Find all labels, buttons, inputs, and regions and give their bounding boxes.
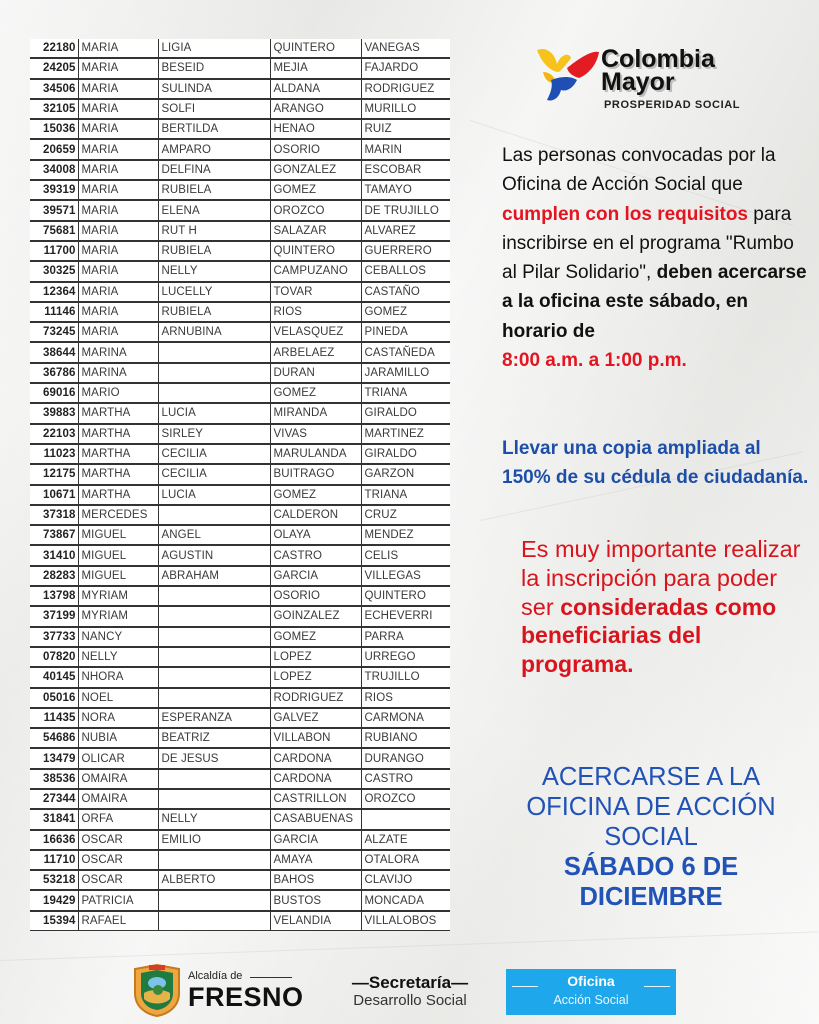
cell-primer-nombre: NORA [78,708,158,728]
callout-date: SÁBADO 6 DE DICIEMBRE [563,853,739,911]
cell-primer-apellido: DURAN [270,363,361,383]
cell-id-suffix: 22103 [30,424,78,444]
cell-primer-apellido: VIVAS [270,424,361,444]
cell-primer-apellido: CARDONA [270,769,361,789]
cell-segundo-apellido: VANEGAS [361,39,450,58]
cell-primer-nombre: ORFA [78,809,158,829]
cell-id-suffix: 12364 [30,282,78,302]
cell-id-suffix: 73867 [30,525,78,545]
cell-primer-nombre: MARIA [78,139,158,159]
table-row [30,160,450,180]
secretaria-title: —Secretaría— [351,973,469,992]
cell-segundo-apellido: FAJARDO [361,58,450,78]
cell-primer-nombre: MARIA [78,221,158,241]
intro-paragraph [502,141,812,375]
cell-id-suffix: 20659 [30,139,78,159]
cell-segundo-apellido: DURANGO [361,748,450,768]
cell-primer-apellido: HENAO [270,119,361,139]
cell-segundo-apellido: GUERRERO [361,241,450,261]
cell-primer-apellido: OROZCO [270,200,361,220]
table-row [30,485,450,505]
cell-id-suffix: 24205 [30,58,78,78]
cell-primer-nombre: OSCAR [78,830,158,850]
fresno-crest-icon [132,963,182,1017]
table-row [30,39,450,58]
cell-segundo-nombre [158,363,270,383]
cell-primer-nombre: OMAIRA [78,769,158,789]
cell-primer-apellido: GALVEZ [270,708,361,728]
cell-segundo-nombre: CECILIA [158,464,270,484]
cell-segundo-nombre [158,850,270,870]
logo-subtitle: PROSPERIDAD SOCIAL [604,99,741,111]
table-row [30,789,450,809]
cell-primer-apellido: ALDANA [270,79,361,99]
table-row [30,850,450,870]
cell-segundo-nombre: ALBERTO [158,870,270,890]
cell-id-suffix: 15394 [30,911,78,931]
cell-primer-nombre: NELLY [78,647,158,667]
table-row [30,667,450,687]
cell-id-suffix: 31841 [30,809,78,829]
table-row [30,870,450,890]
schedule-hours: 8:00 a.m. a 1:00 p.m. [502,350,687,372]
cell-id-suffix: 34008 [30,160,78,180]
table-row [30,58,450,78]
cell-segundo-apellido [361,809,450,829]
cell-segundo-nombre: BERTILDA [158,119,270,139]
cell-segundo-nombre: NELLY [158,261,270,281]
cell-segundo-nombre: RUBIELA [158,180,270,200]
cell-primer-nombre: NOEL [78,688,158,708]
divider-line [250,977,292,978]
cell-primer-nombre: MARIA [78,282,158,302]
cell-segundo-apellido: GARZON [361,464,450,484]
table-row [30,464,450,484]
cell-primer-apellido: VILLABON [270,728,361,748]
oficina-accion-social-badge [506,969,676,1015]
table-row [30,342,450,362]
cell-segundo-apellido: RIOS [361,688,450,708]
cell-primer-apellido: BUITRAGO [270,464,361,484]
table-row [30,200,450,220]
table-row [30,180,450,200]
table-row [30,241,450,261]
intro-highlight-requirements: cumplen con los requisitos [502,203,748,225]
cell-id-suffix: 07820 [30,647,78,667]
cell-segundo-apellido: CELIS [361,545,450,565]
cell-segundo-nombre [158,647,270,667]
cell-segundo-apellido: CASTAÑEDA [361,342,450,362]
cell-id-suffix: 11435 [30,708,78,728]
cell-segundo-apellido: GIRALDO [361,444,450,464]
table-row [30,119,450,139]
cell-segundo-apellido: URREGO [361,647,450,667]
cell-segundo-nombre [158,890,270,910]
cell-primer-apellido: GARCIA [270,830,361,850]
cell-segundo-apellido: MENDEZ [361,525,450,545]
oficina-title: Oficina [567,973,615,989]
cell-segundo-nombre: RUBIELA [158,241,270,261]
cell-segundo-apellido: GIRALDO [361,403,450,423]
cell-primer-nombre: MARIA [78,200,158,220]
cell-id-suffix: 39883 [30,403,78,423]
cell-primer-apellido: GONZALEZ [270,160,361,180]
cell-segundo-apellido: DE TRUJILLO [361,200,450,220]
cell-primer-nombre: OSCAR [78,850,158,870]
cell-primer-nombre: MARIA [78,58,158,78]
table-row [30,79,450,99]
cell-segundo-apellido: VILLALOBOS [361,911,450,931]
cell-id-suffix: 12175 [30,464,78,484]
cell-id-suffix: 31410 [30,545,78,565]
cell-primer-apellido: TOVAR [270,282,361,302]
cell-primer-nombre: MARIA [78,119,158,139]
cell-segundo-apellido: TRUJILLO [361,667,450,687]
cell-segundo-nombre [158,383,270,403]
table-row [30,647,450,667]
cell-primer-nombre: MARTHA [78,464,158,484]
cell-id-suffix: 13798 [30,586,78,606]
cell-segundo-nombre: SULINDA [158,79,270,99]
cell-primer-apellido: GOMEZ [270,627,361,647]
table-row [30,748,450,768]
cell-segundo-nombre [158,911,270,931]
cell-id-suffix: 34506 [30,79,78,99]
cell-segundo-nombre: ANGEL [158,525,270,545]
cell-primer-nombre: MARIA [78,180,158,200]
cell-id-suffix: 16636 [30,830,78,850]
cell-primer-apellido: QUINTERO [270,39,361,58]
callout-location: ACERCARSE A LA OFICINA DE ACCIÓN SOCIAL [526,763,776,851]
table-row [30,302,450,322]
cell-primer-nombre: MARIA [78,261,158,281]
cell-segundo-nombre: DELFINA [158,160,270,180]
table-row [30,911,450,931]
cell-segundo-nombre [158,667,270,687]
cell-segundo-apellido: OTALORA [361,850,450,870]
cell-segundo-nombre: RUBIELA [158,302,270,322]
cell-primer-nombre: MIGUEL [78,545,158,565]
id-copy-note: Llevar una copia ampliada al 150% de su cédula de ciudadanía. [502,438,809,488]
cell-primer-apellido: OSORIO [270,586,361,606]
table-row [30,444,450,464]
table-row [30,545,450,565]
table-row [30,221,450,241]
cell-primer-apellido: CASTRILLON [270,789,361,809]
table-row [30,728,450,748]
cell-segundo-nombre [158,789,270,809]
cell-primer-nombre: MARIA [78,241,158,261]
cell-segundo-nombre: ARNUBINA [158,322,270,342]
cell-segundo-apellido: CRUZ [361,505,450,525]
cell-primer-apellido: GOMEZ [270,485,361,505]
cell-id-suffix: 54686 [30,728,78,748]
table-row [30,627,450,647]
cell-primer-apellido: OLAYA [270,525,361,545]
cell-primer-apellido: LOPEZ [270,667,361,687]
cell-primer-apellido: CARDONA [270,748,361,768]
table-row [30,525,450,545]
cell-primer-nombre: MARINA [78,363,158,383]
footer-logos [0,955,819,1024]
cell-id-suffix: 38644 [30,342,78,362]
cell-primer-apellido: MIRANDA [270,403,361,423]
intro-text-2: para inscribirse en el programa "Rumbo al Pilar Solidario", [502,203,794,284]
cell-id-suffix: 11023 [30,444,78,464]
cell-segundo-nombre [158,505,270,525]
cell-segundo-nombre: CECILIA [158,444,270,464]
cell-segundo-nombre: BEATRIZ [158,728,270,748]
cell-id-suffix: 32105 [30,99,78,119]
cell-segundo-nombre: BESEID [158,58,270,78]
cell-segundo-apellido: TRIANA [361,485,450,505]
cell-id-suffix: 11710 [30,850,78,870]
table-row [30,566,450,586]
cell-primer-nombre: NANCY [78,627,158,647]
cell-segundo-apellido: MONCADA [361,890,450,910]
table-row [30,139,450,159]
table-row [30,383,450,403]
cell-segundo-nombre [158,688,270,708]
cell-segundo-apellido: CASTRO [361,769,450,789]
cell-primer-apellido: CAMPUZANO [270,261,361,281]
cell-segundo-apellido: CARMONA [361,708,450,728]
cell-primer-apellido: CASTRO [270,545,361,565]
cell-primer-apellido: GOMEZ [270,383,361,403]
cell-primer-nombre: MARIO [78,383,158,403]
cell-segundo-nombre: SIRLEY [158,424,270,444]
cell-primer-nombre: MARIA [78,39,158,58]
cell-segundo-nombre: LUCIA [158,403,270,423]
table-row [30,99,450,119]
cell-segundo-nombre: RUT H [158,221,270,241]
cell-primer-apellido: ARANGO [270,99,361,119]
cell-segundo-apellido: MARIN [361,139,450,159]
cell-id-suffix: 10671 [30,485,78,505]
cell-segundo-apellido: RUIZ [361,119,450,139]
cell-segundo-nombre [158,342,270,362]
cell-segundo-apellido: RUBIANO [361,728,450,748]
cell-segundo-nombre [158,769,270,789]
cell-segundo-apellido: CLAVIJO [361,870,450,890]
cell-segundo-nombre: ESPERANZA [158,708,270,728]
cell-segundo-nombre: LUCELLY [158,282,270,302]
cell-id-suffix: 39571 [30,200,78,220]
cell-primer-apellido: RODRIGUEZ [270,688,361,708]
cell-id-suffix: 37733 [30,627,78,647]
cell-primer-nombre: MARIA [78,322,158,342]
cell-primer-nombre: PATRICIA [78,890,158,910]
cell-id-suffix: 36786 [30,363,78,383]
table-row [30,505,450,525]
cell-id-suffix: 37199 [30,606,78,626]
table-row [30,424,450,444]
cell-primer-nombre: MARIA [78,302,158,322]
cell-primer-apellido: MARULANDA [270,444,361,464]
cell-segundo-apellido: GOMEZ [361,302,450,322]
cell-primer-apellido: QUINTERO [270,241,361,261]
table-row [30,322,450,342]
cell-primer-nombre: MARTHA [78,424,158,444]
cell-primer-apellido: SALAZAR [270,221,361,241]
cell-id-suffix: 28283 [30,566,78,586]
cell-segundo-nombre: DE JESUS [158,748,270,768]
cell-id-suffix: 37318 [30,505,78,525]
cell-primer-nombre: NHORA [78,667,158,687]
cell-primer-nombre: MARINA [78,342,158,362]
cell-id-suffix: 39319 [30,180,78,200]
table-row [30,809,450,829]
cell-primer-apellido: LOPEZ [270,647,361,667]
cell-primer-apellido: AMAYA [270,850,361,870]
cell-primer-nombre: MARTHA [78,403,158,423]
cell-primer-apellido: GOMEZ [270,180,361,200]
cell-segundo-apellido: ALZATE [361,830,450,850]
cell-segundo-nombre: NELLY [158,809,270,829]
colombia-mayor-logo [533,44,763,116]
cell-id-suffix: 05016 [30,688,78,708]
cell-segundo-nombre: EMILIO [158,830,270,850]
cell-primer-apellido: RIOS [270,302,361,322]
cell-primer-apellido: VELASQUEZ [270,322,361,342]
cell-id-suffix: 75681 [30,221,78,241]
table-row [30,688,450,708]
cell-id-suffix: 53218 [30,870,78,890]
cell-id-suffix: 19429 [30,890,78,910]
table-row [30,586,450,606]
cell-primer-nombre: MIGUEL [78,525,158,545]
beneficiary-table-body [30,39,450,931]
cell-segundo-apellido: VILLEGAS [361,566,450,586]
date-callout [506,762,796,912]
cell-primer-nombre: MYRIAM [78,586,158,606]
cell-segundo-apellido: ESCOBAR [361,160,450,180]
cell-segundo-apellido: ALVAREZ [361,221,450,241]
cell-primer-nombre: OMAIRA [78,789,158,809]
cell-id-suffix: 40145 [30,667,78,687]
table-row [30,769,450,789]
table-row [30,403,450,423]
cell-primer-nombre: MARTHA [78,444,158,464]
cell-primer-nombre: RAFAEL [78,911,158,931]
table-row [30,363,450,383]
logo-title-line1: Colombia [601,45,715,73]
importance-note-text: Es muy importante realizar la inscripción para poder ser [521,536,801,620]
cell-primer-apellido: CASABUENAS [270,809,361,829]
intro-instruction: deben acercarse a la oficina este sábado, en horario de [502,262,807,342]
table-row [30,282,450,302]
cell-segundo-apellido: ECHEVERRI [361,606,450,626]
cell-primer-apellido: OSORIO [270,139,361,159]
cell-segundo-apellido: OROZCO [361,789,450,809]
secretaria-subtitle: Desarrollo Social [353,992,467,1009]
intro-text-1: Las personas convocadas por la Oficina de Acción Social que [502,145,776,196]
cell-segundo-nombre: AGUSTIN [158,545,270,565]
cell-primer-apellido: BAHOS [270,870,361,890]
cell-primer-nombre: MARIA [78,79,158,99]
cell-segundo-apellido: JARAMILLO [361,363,450,383]
butterflies-icon [533,46,603,106]
cell-segundo-apellido: PARRA [361,627,450,647]
cell-primer-nombre: NUBIA [78,728,158,748]
cell-segundo-apellido: TRIANA [361,383,450,403]
importance-note-emphasis: consideradas como beneficiarias del programa. [521,593,777,678]
cell-segundo-nombre: AMPARO [158,139,270,159]
oficina-subtitle: Acción Social [553,993,629,1007]
cell-segundo-nombre: LUCIA [158,485,270,505]
cell-id-suffix: 22180 [30,39,78,58]
beneficiary-list-sheet [30,39,450,931]
cell-id-suffix: 69016 [30,383,78,403]
cell-id-suffix: 15036 [30,119,78,139]
fresno-label: FRESNO [188,982,304,1012]
cell-segundo-apellido: CEBALLOS [361,261,450,281]
cell-primer-nombre: MARTHA [78,485,158,505]
cell-id-suffix: 73245 [30,322,78,342]
cell-segundo-nombre: ABRAHAM [158,566,270,586]
cell-segundo-nombre [158,606,270,626]
cell-id-suffix: 27344 [30,789,78,809]
table-row [30,830,450,850]
table-row [30,890,450,910]
cell-id-suffix: 11700 [30,241,78,261]
cell-primer-nombre: MARIA [78,160,158,180]
cell-primer-nombre: OLICAR [78,748,158,768]
cell-segundo-nombre: ELENA [158,200,270,220]
cell-primer-apellido: CALDERON [270,505,361,525]
cell-primer-apellido: ARBELAEZ [270,342,361,362]
cell-id-suffix: 30325 [30,261,78,281]
cell-primer-apellido: GOINZALEZ [270,606,361,626]
alcaldia-label: Alcaldía de [188,970,243,982]
cell-segundo-apellido: TAMAYO [361,180,450,200]
cell-segundo-apellido: RODRIGUEZ [361,79,450,99]
cell-primer-apellido: VELANDIA [270,911,361,931]
logo-title-line2: Mayor [601,68,675,96]
importance-note [521,535,811,679]
cell-segundo-nombre [158,627,270,647]
cell-segundo-nombre: LIGIA [158,39,270,58]
table-row [30,606,450,626]
cell-segundo-apellido: CASTAÑO [361,282,450,302]
cell-id-suffix: 38536 [30,769,78,789]
cell-primer-nombre: MYRIAM [78,606,158,626]
cell-primer-apellido: GARCIA [270,566,361,586]
cell-segundo-apellido: MARTINEZ [361,424,450,444]
cell-segundo-nombre [158,586,270,606]
table-row [30,261,450,281]
cell-id-suffix: 11146 [30,302,78,322]
cell-segundo-apellido: PINEDA [361,322,450,342]
cell-primer-nombre: MERCEDES [78,505,158,525]
cell-primer-nombre: MARIA [78,99,158,119]
cell-segundo-apellido: QUINTERO [361,586,450,606]
cell-primer-nombre: MIGUEL [78,566,158,586]
cell-segundo-apellido: MURILLO [361,99,450,119]
cell-primer-apellido: MEJIA [270,58,361,78]
cell-primer-apellido: BUSTOS [270,890,361,910]
cell-segundo-nombre: SOLFI [158,99,270,119]
cell-id-suffix: 13479 [30,748,78,768]
cell-primer-nombre: OSCAR [78,870,158,890]
beneficiary-table [30,39,450,931]
table-row [30,708,450,728]
